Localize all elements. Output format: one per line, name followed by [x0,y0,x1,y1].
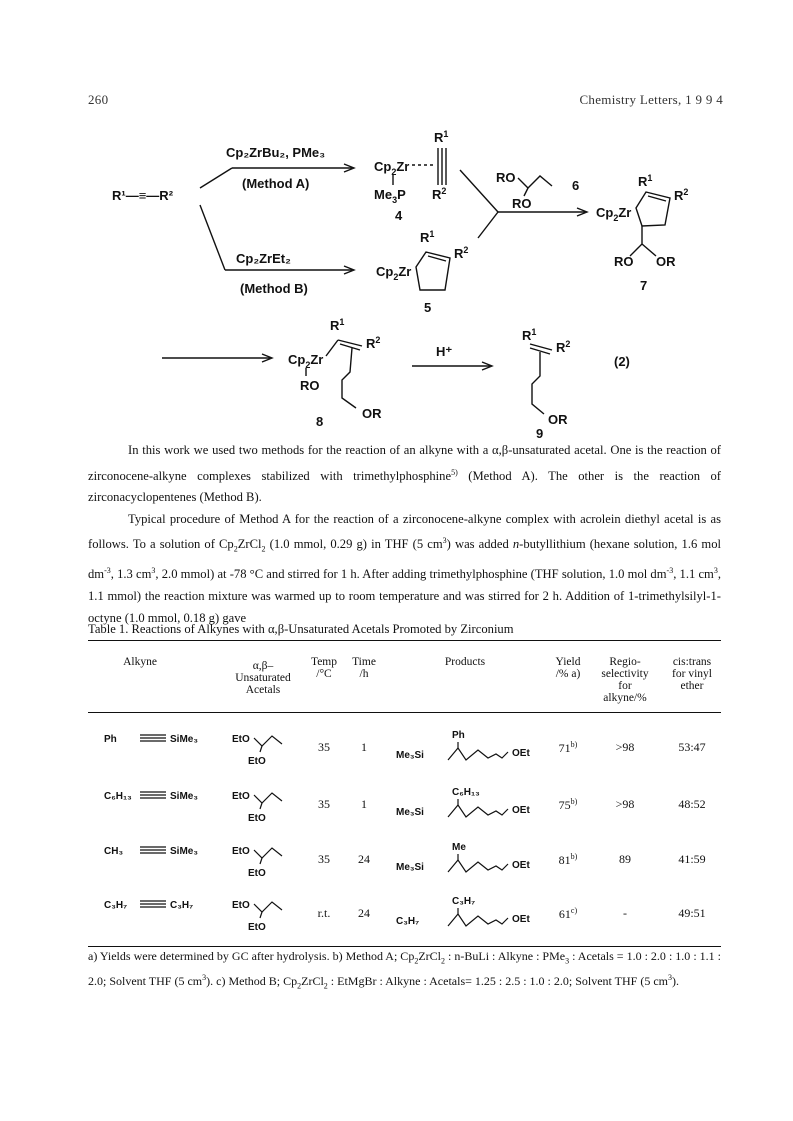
product-left: C₃H₇ [396,916,420,927]
time-cell: 1 [361,797,367,811]
time-cell: 24 [358,852,370,866]
product-left: Me₃Si [396,862,424,873]
svg-text:R2: $R^2$ [366,335,381,351]
converge-up [460,170,498,212]
product-substituent: Me [452,842,466,853]
svg-text:9: 9 [536,426,544,440]
journal-header: Chemistry Letters, 1 9 9 4 [579,92,723,107]
svg-text:7: 7 [640,278,648,293]
reagent-a: Cp₂ZrBu₂, PMe₃ [226,145,326,160]
alkyne-right: SiMe₃ [170,734,198,745]
temp-cell: 35 [318,740,330,754]
svg-text:OR: OR [656,254,676,269]
acid-label: H⁺ [436,344,453,359]
product-substituent: Ph [452,730,465,741]
reaction-scheme [0,0,793,440]
product-oet: OEt [512,748,530,759]
th-cistrans: cis:trans for vinyl ether [672,656,712,692]
svg-text:Cp2Zr: $Cp_2Zr$ [374,159,410,177]
regio-cell: - [623,906,627,920]
regio-cell: 89 [619,852,631,866]
start-alkyne: R¹—≡—R² [112,188,174,203]
product-oet: OEt [512,914,530,925]
cistrans-cell: 49:51 [678,906,706,920]
alkyne-left: C₆H₁₃ [104,791,132,802]
temp-cell: 35 [318,852,330,866]
table-header-rule [88,712,721,713]
acetal-bottom: EtO [248,756,266,767]
svg-text:R2: $R^2$ [454,245,469,261]
temp-cell: r.t. [317,906,331,920]
alkyne-left: CH₃ [104,846,124,857]
th-regio: Regio- selectivity for alkyne/% [601,656,649,704]
branch-up [200,168,232,188]
alkyne-left: C₃H₇ [104,900,128,911]
svg-text:Cp2Zr: $Cp_2Zr$ [596,205,632,223]
alkyne-right: SiMe₃ [170,846,198,857]
table-caption: Table 1. Reactions of Alkynes with α,β-Unsaturated Acetals Promoted by Zirconium [88,622,514,636]
alkyne-right: SiMe₃ [170,791,198,802]
svg-text:R2: $R^2$ [556,339,571,355]
svg-text:OR: OR [548,412,568,427]
th-temp: Temp /°C [310,656,338,680]
svg-text:4: 4 [395,208,403,223]
svg-text:Cp2Zr: $Cp_2Zr$ [288,352,324,370]
time-cell: 24 [358,906,370,920]
svg-text:6: 6 [572,178,580,193]
compound-8 [288,317,382,429]
method-b-label: (Method B) [240,281,308,296]
svg-text:R1: $R^1$ [522,327,537,343]
th-acetal: α,β– Unsaturated Acetals [235,660,291,696]
product-substituent: C₃H₇ [452,896,476,907]
th-products: Products [444,656,486,668]
svg-text:RO: RO [300,378,320,393]
svg-text:5: 5 [424,300,432,315]
svg-text:RO: RO [614,254,634,269]
alkyne-left: Ph [104,734,117,745]
reagent-6 [496,170,579,211]
svg-text:R1: $R^1$ [638,173,653,189]
acetal-top: EtO [232,846,250,857]
paragraph-1: In this work we used two methods for the reaction of an alkyne with a α,β-unsaturated acetal. One is the reaction of zirconocene-alkyne complexes stabilized with trimethylphosphine$^{5)}$ (Method A). The other is the reaction of zirconacyclopentenes (Method B). [88,443,721,505]
svg-text:Cp2Zr: $Cp_2Zr$ [376,264,412,282]
acetal-bottom: EtO [248,813,266,824]
th-yield: Yield /% a) [555,656,581,680]
svg-text:Me3P: $Me_3P$ [374,187,406,205]
yield-cell: 61$^{c)}$ [558,906,578,921]
compound-4 [374,129,448,223]
page-number: 260 [88,92,109,107]
acetal-top: EtO [232,791,250,802]
cistrans-cell: 41:59 [678,852,706,866]
product-left: Me₃Si [396,750,424,761]
compound-9 [522,327,570,440]
method-a-label: (Method A) [242,176,310,191]
cistrans-cell: 48:52 [678,797,706,811]
acetal-top: EtO [232,900,250,911]
temp-cell: 35 [318,797,330,811]
branch-down [200,205,225,270]
converge-down [478,212,498,238]
regio-cell: >98 [615,797,635,811]
th-alkyne: Alkyne [123,656,157,668]
acetal-top: EtO [232,734,250,745]
reagent-b: Cp₂ZrEt₂ [236,251,291,266]
compound-7 [596,173,688,293]
yield-cell: 71$^{b)}$ [558,740,578,755]
svg-text:OR: OR [362,406,382,421]
alkyne-right: C₃H₇ [170,900,194,911]
regio-cell: >98 [615,740,635,754]
acetal-bottom: EtO [248,868,266,879]
svg-text:RO: RO [496,170,516,185]
svg-text:RO: RO [512,196,532,211]
svg-text:R2: $R^2$ [674,187,689,203]
compound-5 [376,229,468,315]
product-oet: OEt [512,860,530,871]
body-text [88,440,721,629]
paragraph-2: Typical procedure of Method A for the reaction of a zirconocene-alkyne complex with acrolein diethyl acetal is as follows. To a solution of $Cp_2ZrCl_2$ (1.0 mmol, 0.29 g) in THF (5 $cm^3$) was added n-butyllithium (hexane solution, 1.6 mol $dm^{-3}$, 1.3 $cm^3$, 2.0 mmol) at -78 °C and stirred for 1 h. After adding trimethylphosphine (THF solution, 1.0 mol $dm^{-3}$, 1.1 $cm^3$, 1.1 mmol) the reaction mixture was warmed up to room temperature and was stirred for 2 h. Addition of 1-trimethylsilyl-1-octyne (1.0 mmol, 0.18 g) gave [88,511,722,625]
yield-cell: 81$^{b)}$ [558,852,578,867]
svg-text:8: 8 [316,414,324,429]
table-bottom-rule [88,946,721,947]
product-oet: OEt [512,805,530,816]
table-top-rule [88,640,721,641]
svg-text:R2: $R^2$ [432,186,447,202]
svg-text:R1: $R^1$ [434,129,449,145]
svg-text:R1: $R^1$ [330,317,345,333]
equation-number: (2) [614,354,630,369]
yield-cell: 75$^{b)}$ [558,797,578,812]
table-footnote: a) Yields were determined by GC after hydrolysis. b) Method A; $Cp_2ZrCl_2$ : n-BuLi : Alkyne : PMe$_3$ : Acetals = 1.0 : 2.0 : 1.0 : 1.1 : 2.0; Solvent THF (5 $cm^3$). c) Method B; $Cp_2ZrCl_2$ : EtMgBr : Alkyne : Acetals= 1.25 : 2.5 : 1.0 : 2.0; Solvent THF (5 $cm^3$). [88,949,722,991]
time-cell: 1 [361,740,367,754]
acetal-bottom: EtO [248,922,266,933]
svg-text:R1: $R^1$ [420,229,435,245]
product-substituent: C₆H₁₃ [452,787,480,798]
cistrans-cell: 53:47 [678,740,706,754]
th-time: Time /h [352,656,376,680]
product-left: Me₃Si [396,807,424,818]
